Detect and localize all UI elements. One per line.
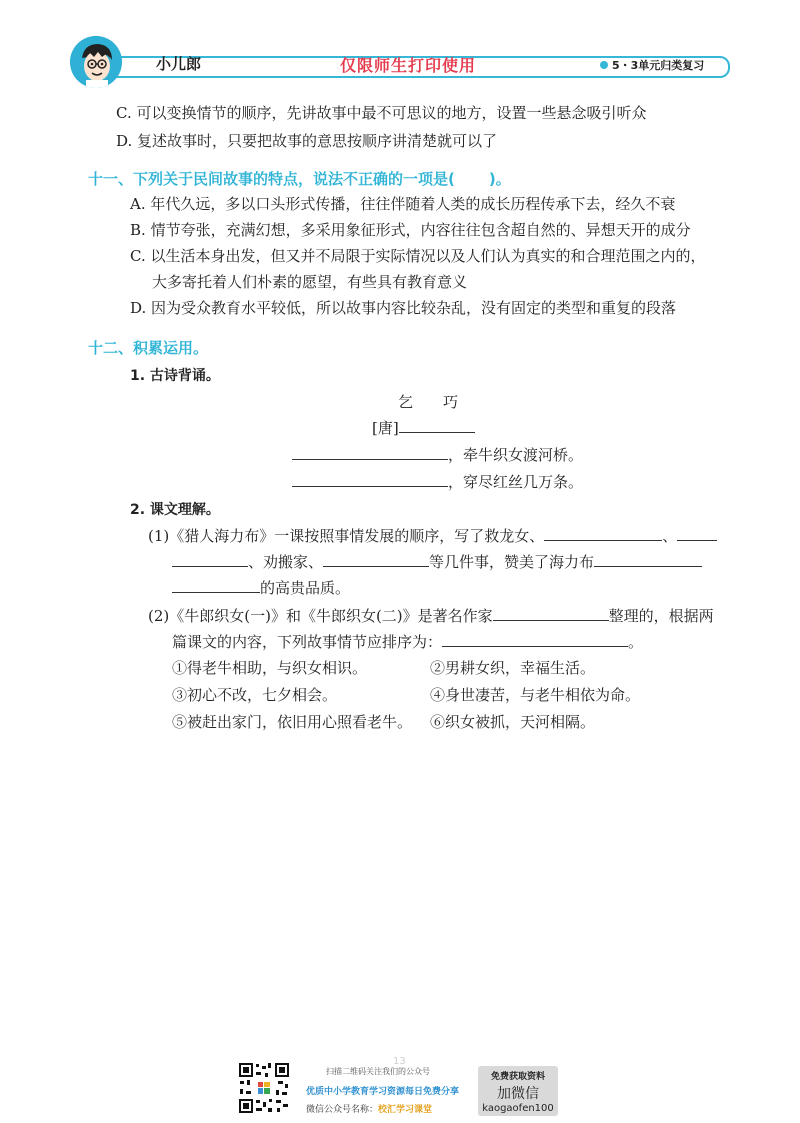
q11-option-c-cont: 大多寄托着人们朴素的愿望，有些具有教育意义 — [152, 273, 468, 291]
q12-item1-line3: 的高贵品质。 — [172, 578, 350, 598]
boy-avatar-icon — [70, 36, 122, 88]
q12-item1-line2: 、劝搬家、 等几件事，赞美了海力布 — [172, 552, 702, 572]
q11-option-c: C. 以生活本身出发，但又并不局限于实际情况以及人们认为真实的和合理范围之内的， — [130, 247, 706, 265]
author-blank[interactable] — [399, 418, 475, 433]
event-6: ⑥织女被抓，天河相隔。 — [430, 713, 596, 731]
item1-blank-4b[interactable] — [172, 578, 260, 593]
poem-blank-1[interactable] — [292, 445, 448, 460]
item2-order-blank[interactable] — [442, 632, 628, 647]
item1-blank-2a[interactable] — [677, 526, 717, 541]
unit-label: 5・3单元归类复习 — [612, 59, 705, 72]
item1-blank-3[interactable] — [323, 552, 429, 567]
event-3: ③初心不改，七夕相会。 — [172, 686, 338, 704]
print-banner: 仅限师生打印使用 — [340, 56, 477, 75]
event-4: ④身世凄苦，与老牛相依为命。 — [430, 686, 641, 704]
page-footer — [238, 1056, 568, 1117]
event-1: ①得老牛相助，与织女相识。 — [172, 659, 368, 677]
q12-part1-title: 1. 古诗背诵。 — [130, 368, 220, 384]
poem-blank-2[interactable] — [292, 472, 448, 487]
poem-title: 乞 巧 — [398, 393, 459, 411]
item1-blank-4a[interactable] — [594, 552, 702, 567]
q12-item2-line2: 篇课文的内容，下列故事情节应排序为： 。 — [172, 633, 644, 651]
qr-code-icon[interactable] — [238, 1062, 290, 1114]
q12-item1-line1: (1)《猎人海力布》一课按照事情发展的顺序，写了救龙女、 、 — [148, 526, 717, 546]
q10-option-d: D. 复述故事时，只要把故事的意思按顺序讲清楚就可以了 — [116, 132, 498, 150]
q10-option-c: C. 可以变换情节的顺序，先讲故事中最不可思议的地方，设置一些悬念吸引听众 — [116, 104, 647, 122]
event-2: ②男耕女织，幸福生活。 — [430, 659, 596, 677]
q11-option-d: D. 因为受众教育水平较低，所以故事内容比较杂乱，没有固定的类型和重复的段落 — [130, 299, 677, 317]
poem-author-line: [唐] — [372, 418, 475, 438]
brand-name: 小儿郎 — [156, 55, 202, 73]
q11-option-a: A. 年代久远，多以口头形式传播，往往伴随着人类的成长历程传承下去，经久不衰 — [130, 195, 676, 213]
scan-hint: 扫描二维码关注我们的公众号 — [326, 1067, 430, 1076]
wx-add-label: 加微信 — [497, 1086, 539, 1102]
bullet-dot-icon — [600, 61, 608, 69]
q12-title: 十二、积累运用。 — [88, 339, 209, 357]
page-header — [70, 44, 730, 74]
poem-line-2: ，穿尽红丝几万条。 — [292, 472, 583, 492]
wx-id: kaogaofen100 — [482, 1103, 554, 1114]
event-5: ⑤被赶出家门，依旧用心照看老牛。 — [172, 713, 413, 731]
slogan: 优质中小学教育学习资源每日免费分享 — [306, 1087, 460, 1097]
item1-blank-2b[interactable] — [172, 552, 248, 567]
account-name: 微信公众号名称：校汇学习课堂 — [306, 1105, 433, 1115]
item2-author-blank[interactable] — [493, 606, 609, 621]
item1-blank-1[interactable] — [544, 526, 662, 541]
poem-line-1: ，牵牛织女渡河桥。 — [292, 445, 583, 465]
q11-option-b: B. 情节夸张，充满幻想，多采用象征形式，内容往往包含超自然的、异想天开的成分 — [130, 221, 691, 239]
wx-free-label: 免费获取资料 — [490, 1072, 545, 1082]
page-number: 13 — [393, 1056, 406, 1067]
wechat-contact-box — [478, 1066, 558, 1116]
q12-part2-title: 2. 课文理解。 — [130, 502, 220, 518]
q11-title: 十一、下列关于民间故事的特点，说法不正确的一项是( )。 — [88, 170, 511, 188]
q12-item2-line1: (2)《牛郎织女(一)》和《牛郎织女(二)》是著名作家 整理的，根据两 — [148, 607, 714, 625]
